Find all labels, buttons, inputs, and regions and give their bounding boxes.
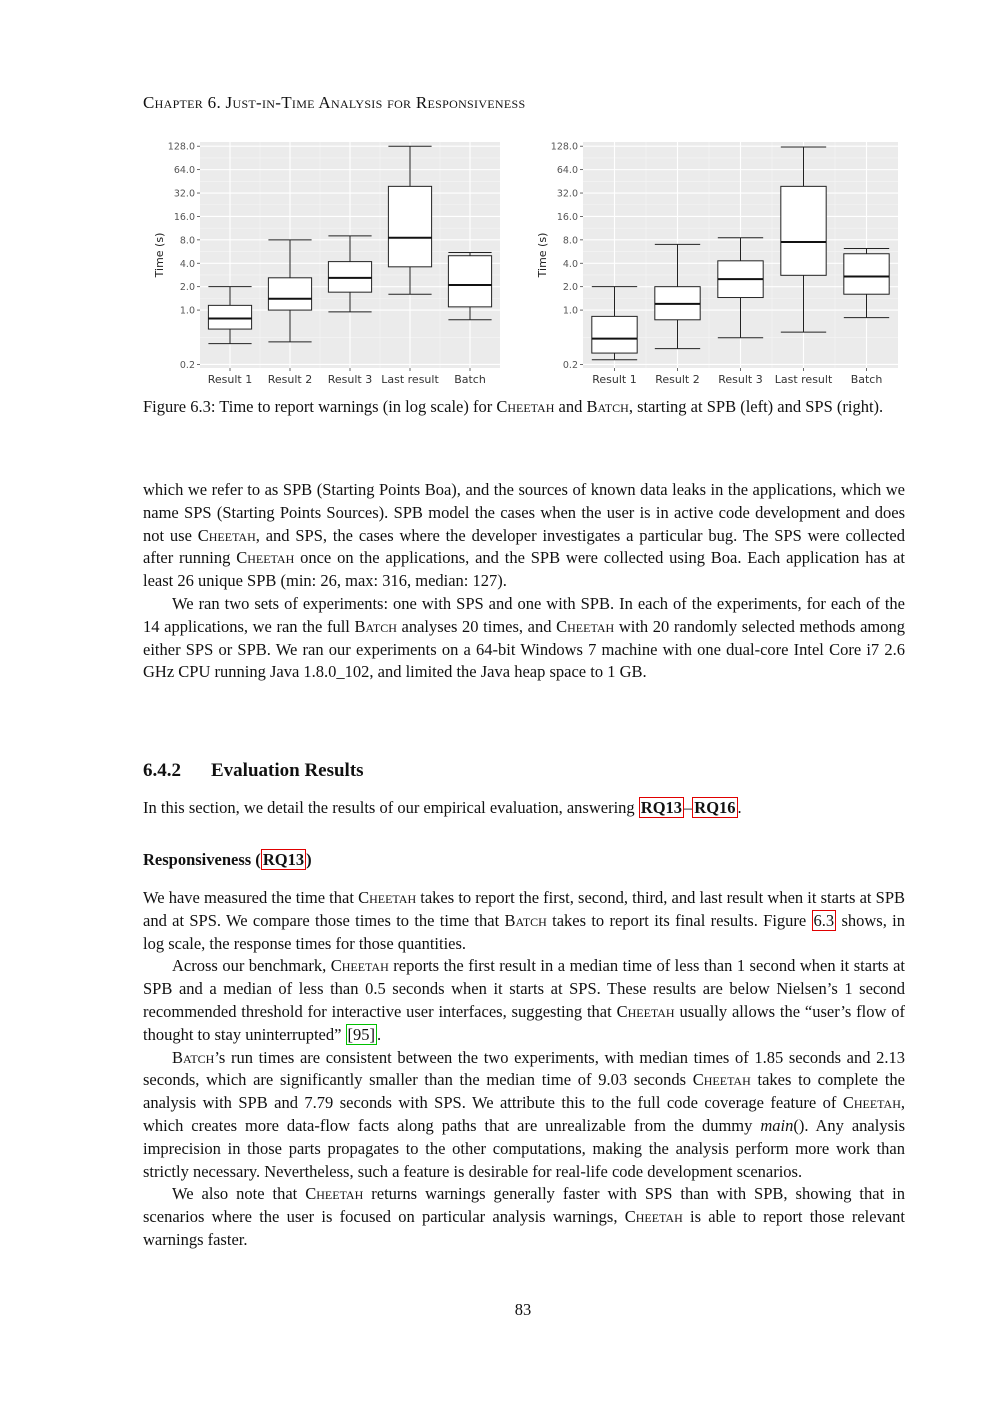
y-tick-label: 128.0 <box>550 141 578 153</box>
y-tick-label: 16.0 <box>173 211 195 223</box>
y-tick-label: 2.0 <box>179 282 195 294</box>
y-tick-label: 4.0 <box>179 258 195 270</box>
y-tick-label: 4.0 <box>562 258 578 270</box>
x-tick-label: Last result <box>381 373 439 386</box>
y-tick-label: 0.2 <box>562 359 578 371</box>
paragraph: We ran two sets of experiments: one with SPS and one with SPB. In each of the experiments, for each of the 14 applications, we ran the full Batch analyses 20 times, and Cheetah with 20 randomly selected methods among either SPS or SPB. We ran our experiments on a 64-bit Windows 7 machine with one dual-core Intel Core i7 2.6 GHz CPU running Java 1.8.0_102, and limited the Java heap space to 1 GB. <box>143 593 906 682</box>
citation-link[interactable]: [95] <box>347 1024 376 1044</box>
y-tick-label: 128.0 <box>167 141 195 153</box>
x-tick-label: Result 2 <box>267 373 313 386</box>
caption-label: Figure 6.3: <box>143 397 216 416</box>
box-iqr <box>268 278 311 310</box>
box-iqr <box>448 256 491 307</box>
x-tick-label: Batch <box>454 373 486 386</box>
y-tick-label: 1.0 <box>562 305 578 317</box>
y-tick-label: 32.0 <box>556 188 578 200</box>
y-tick-label: 1.0 <box>179 305 195 317</box>
box-iqr <box>781 186 826 275</box>
section-heading: 6.4.2 Evaluation Results <box>143 760 364 781</box>
x-tick-label: Batch <box>850 373 883 386</box>
box-iqr <box>388 186 431 266</box>
x-tick-label: Result 1 <box>207 373 253 386</box>
paragraph: Across our benchmark, Cheetah reports the first result in a median time of less than 1 second when it starts at SPB and a median of less than 0.5 seconds when it starts at SPS. These results are below Nielsen’s 1 second recommended threshold for interactive user interfaces, suggesting that Cheetah usually allows the “user’s flow of thought to stay uninterrupted” [95] . <box>143 956 905 1044</box>
rq13-link[interactable]: RQ13 <box>262 850 305 869</box>
y-tick-label: 64.0 <box>556 165 578 177</box>
x-tick-label: Last result <box>774 373 833 386</box>
x-tick-label: Result 2 <box>655 373 700 386</box>
paragraph: Batch’s run times are consistent between the two experiments, with median times of 1.85 seconds and 2.13 seconds, which are significantly smaller than the median time of 9.03 seconds Cheetah takes to complete the analysis with SPB and 7.79 seconds with SPS. We attribute this to the full code coverage feature of Cheetah, which creates more data-flow facts along paths that are unrealizable from the dummy main(). Any analysis imprecision in those parts propagates to the other computations, making the analysis perform more work than strictly necessary. Nevertheless, such a feature is desirable for real-life code development scenarios. <box>143 1047 905 1181</box>
x-tick-label: Result 3 <box>327 373 373 386</box>
subheading-responsiveness: Responsiveness ( RQ13 ) <box>143 850 312 869</box>
box-iqr <box>592 316 637 353</box>
paragraph-intro: In this section, we detail the results of our empirical evaluation, answering RQ13 – RQ16 . <box>143 798 742 817</box>
y-axis-label: Time (s) <box>536 232 549 278</box>
y-tick-label: 32.0 <box>173 188 195 200</box>
paragraph: We have measured the time that Cheetah takes to report the first, second, third, and last result when it starts at SPB and at SPS. We compare those times to the time that Batch takes to report its final results. Figure 6.3 shows, in log scale, the response times for those quantities. <box>143 888 906 953</box>
page-number: 83 <box>514 1300 532 1319</box>
paragraphs-results <box>143 887 905 1252</box>
y-tick-label: 8.0 <box>562 235 578 247</box>
y-tick-label: 64.0 <box>173 165 195 177</box>
paragraph: We also note that Cheetah returns warnings generally faster with SPS than with SPB, showing that in scenarios where the user is focused on particular analysis warnings, Cheetah is able to report those relevant warnings faster. <box>143 1184 905 1249</box>
figure-caption: Figure 6.3: Time to report warnings (in log scale) for Cheetah and Batch, starting at SPB (left) and SPS (right). <box>143 397 884 416</box>
paragraph: which we refer to as SPB (Starting Points Boa), and the sources of known data leaks in the applications, which we name SPS (Starting Points Sources). SPB model the cases when the user is in active code development and does not use Cheetah, and SPS, the cases where the developer investigates a particular bug. The SPS were collected after running Cheetah once on the applications, and the SPB were collected using Boa. Each application has at least 26 unique SPB (min: 26, max: 316, median: 127). <box>143 480 905 591</box>
paragraphs-setup <box>143 479 905 684</box>
running-header: Chapter 6. Just-in-Time Analysis for Responsiveness <box>143 93 526 112</box>
boxplot-spb <box>150 138 502 388</box>
y-tick-label: 16.0 <box>556 211 578 223</box>
y-axis-label: Time (s) <box>153 232 166 278</box>
y-tick-label: 2.0 <box>562 282 578 294</box>
figure-ref-link[interactable]: 6.3 <box>813 910 835 930</box>
rq16-link[interactable]: RQ16 <box>694 798 736 817</box>
y-tick-label: 0.2 <box>179 359 195 371</box>
box-iqr <box>208 305 251 329</box>
x-tick-label: Result 3 <box>718 373 763 386</box>
y-tick-label: 8.0 <box>179 235 195 247</box>
box-iqr <box>844 254 889 294</box>
boxplot-sps <box>533 138 900 388</box>
rq13-link[interactable]: RQ13 <box>640 798 683 817</box>
x-tick-label: Result 1 <box>592 373 637 386</box>
